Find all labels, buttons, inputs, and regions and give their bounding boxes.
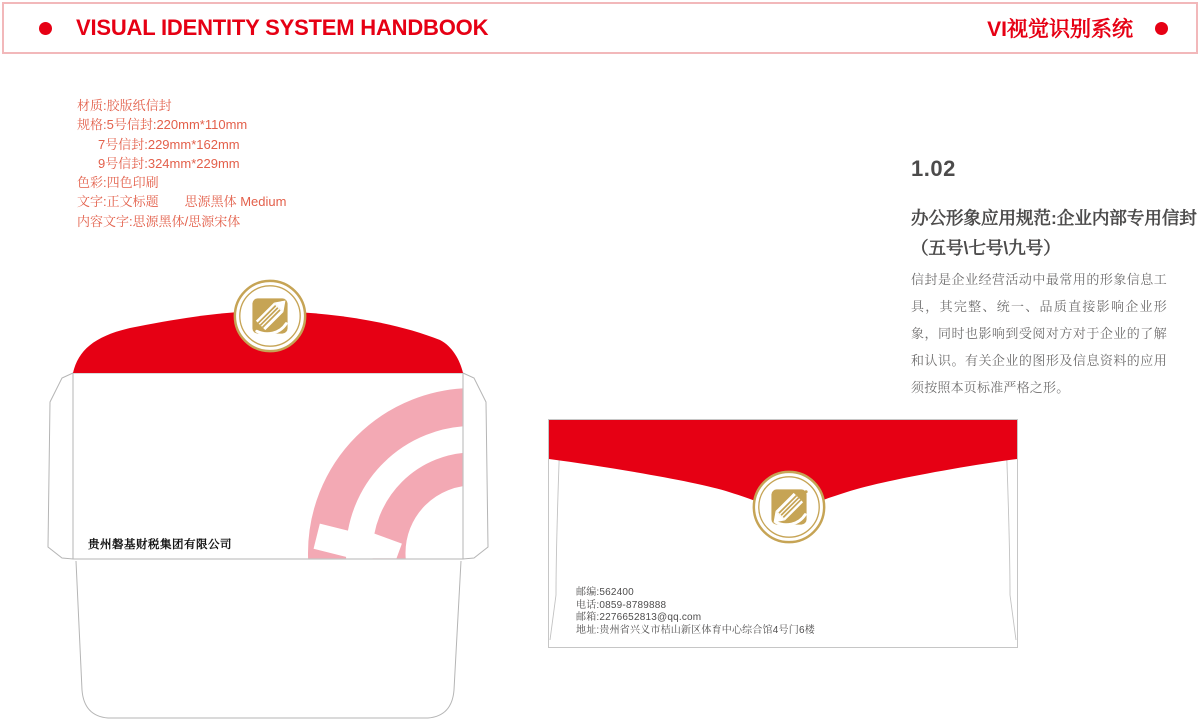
side-flap-left: [48, 373, 73, 559]
section-title: [911, 203, 1197, 263]
fold-line-right: [1006, 436, 1016, 640]
pencil-seal-icon: [751, 469, 827, 545]
header-bar: [2, 2, 1198, 54]
spec-line: 文字:正文标题 思源黑体 Medium: [77, 194, 287, 210]
contact-line: 邮箱:2276652813@qq.com: [576, 612, 702, 624]
section-title-line1: 办公形象应用规范:企业内部专用信封: [911, 208, 1197, 228]
spec-line: 内容文字:思源黑体/思源宋体: [77, 213, 241, 229]
spec-line: 规格:5号信封:220mm*110mm: [77, 117, 248, 133]
spec-line: 7号信封:229mm*162mm: [98, 136, 240, 152]
spec-line: 色彩:四色印刷: [77, 175, 159, 191]
page-title-cn: VI视觉识别系统: [987, 18, 1133, 41]
section-title-line2: （五号\七号\九号）: [911, 238, 1061, 258]
spec-line: 9号信封:324mm*229mm: [98, 155, 240, 171]
side-flap-right: [463, 373, 488, 559]
contact-line: 电话:0859-8789888: [576, 599, 667, 611]
company-name: 贵州磐基财税集团有限公司: [88, 539, 232, 551]
fold-line-left: [550, 436, 560, 640]
page-title: VISUAL IDENTITY SYSTEM HANDBOOK: [76, 15, 489, 40]
section-number: 1.02: [911, 156, 956, 181]
spec-block: [77, 96, 286, 231]
section-body: 信封是企业经营活动中最常用的形象信息工具，其完整、统一、品质直接影响企业形象，同时也影响到受阅对方对于企业的了解和认识。有关企业的图形及信息资料的应用须按照本页标准严格之形。: [911, 272, 1167, 395]
contact-line: 邮编:562400: [576, 587, 634, 598]
spec-line: 材质:胶版纸信封: [77, 98, 172, 113]
pencil-seal-icon: [232, 278, 308, 354]
red-dot-icon: [39, 22, 52, 35]
contact-line: 地址:贵州省兴义市桔山新区体育中心综合馆4号门6楼: [576, 624, 815, 636]
bottom-panel: [76, 561, 461, 718]
red-dot-icon: [1155, 22, 1168, 35]
contact-block: [576, 587, 815, 637]
